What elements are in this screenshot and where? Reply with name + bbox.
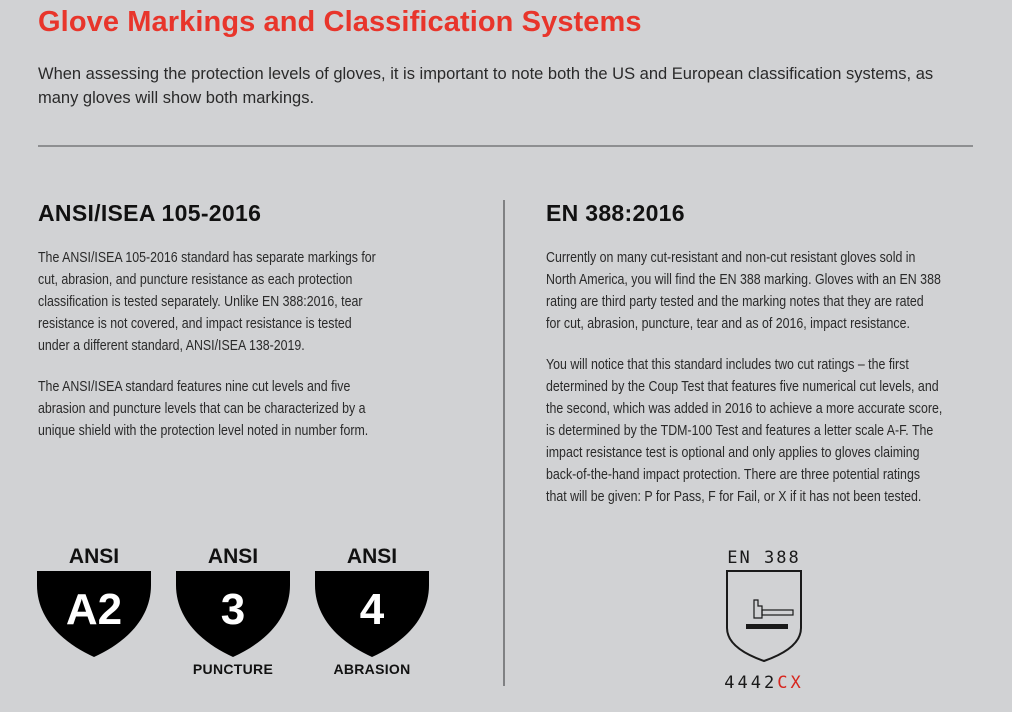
shield-top-label: ANSI xyxy=(68,545,120,568)
ansi-paragraph-2 xyxy=(38,376,368,442)
svg-text:3: 3 xyxy=(220,585,246,634)
text-line: North America, you will find the EN 388 marking. Gloves with an EN 388 xyxy=(546,272,941,288)
text-line: The ANSI/ISEA 105-2016 standard has separate markings for xyxy=(38,250,376,266)
ansi-shield-puncture xyxy=(176,546,290,677)
ansi-shield-cut xyxy=(37,546,151,661)
rating-letters: CX xyxy=(777,673,804,693)
text-line: is determined by the TDM-100 Test and features a letter scale A-F. The xyxy=(546,423,934,439)
shield-icon xyxy=(315,571,429,657)
text-line: rating are third party tested and the marking notes that they are rated xyxy=(546,294,924,310)
page-title: Glove Markings and Classification Systems xyxy=(38,6,642,38)
shield-sublabel: ABRASION xyxy=(333,661,411,677)
text-line: The ANSI/ISEA standard features nine cut levels and five xyxy=(38,379,351,395)
text-line: the second, which was added in 2016 to achieve a more accurate score, xyxy=(546,401,943,417)
en388-paragraph-2 xyxy=(546,354,942,508)
text-line: that will be given: P for Pass, F for Fail, or X if it has not been tested. xyxy=(546,489,922,505)
text-line: determined by the Coup Test that features five numerical cut levels, and xyxy=(546,379,939,395)
text-line: back-of-the-hand impact protection. There are three potential ratings xyxy=(546,467,921,483)
svg-text:4: 4 xyxy=(359,585,385,634)
text-line: You will notice that this standard includes two cut ratings – the first xyxy=(546,357,909,373)
horizontal-divider xyxy=(38,145,973,147)
en388-logo xyxy=(714,548,814,693)
en388-logo-title: EN 388 xyxy=(727,548,801,568)
ansi-shield-abrasion xyxy=(315,546,429,677)
intro-paragraph: When assessing the protection levels of gloves, it is important to note both the US and European classification systems, as many gloves will show both markings. xyxy=(38,65,934,107)
text-line: Currently on many cut-resistant and non-cut resistant gloves sold in xyxy=(546,250,916,266)
rating-digits: 4442 xyxy=(724,673,778,693)
hammer-shield-icon xyxy=(714,568,814,664)
shield-icon xyxy=(176,571,290,657)
text-line: unique shield with the protection level noted in number form. xyxy=(38,423,369,439)
shield-sublabel: PUNCTURE xyxy=(192,661,274,677)
svg-text:A2: A2 xyxy=(65,585,123,634)
en388-paragraph-1 xyxy=(546,247,941,335)
text-line: resistance is not covered, and impact resistance is tested xyxy=(38,316,352,332)
ansi-heading: ANSI/ISEA 105-2016 xyxy=(38,200,262,226)
text-line: abrasion and puncture levels that can be characterized by a xyxy=(38,401,366,417)
text-line: classification is tested separately. Unlike EN 388:2016, tear xyxy=(38,294,363,310)
en388-rating xyxy=(714,673,814,693)
en388-heading: EN 388:2016 xyxy=(546,200,685,226)
shield-top-label: ANSI xyxy=(207,545,259,568)
ansi-paragraph-1 xyxy=(38,247,376,357)
text-line: for cut, abrasion, puncture, tear and as of 2016, impact resistance. xyxy=(546,316,910,332)
vertical-divider xyxy=(503,200,505,686)
text-line: cut, abrasion, and puncture resistance as each protection xyxy=(38,272,353,288)
shield-icon xyxy=(37,571,151,657)
text-line: impact resistance test is optional and only applies to gloves claiming xyxy=(546,445,920,461)
shield-top-label: ANSI xyxy=(346,545,398,568)
text-line: under a different standard, ANSI/ISEA 138-2019. xyxy=(38,338,305,354)
